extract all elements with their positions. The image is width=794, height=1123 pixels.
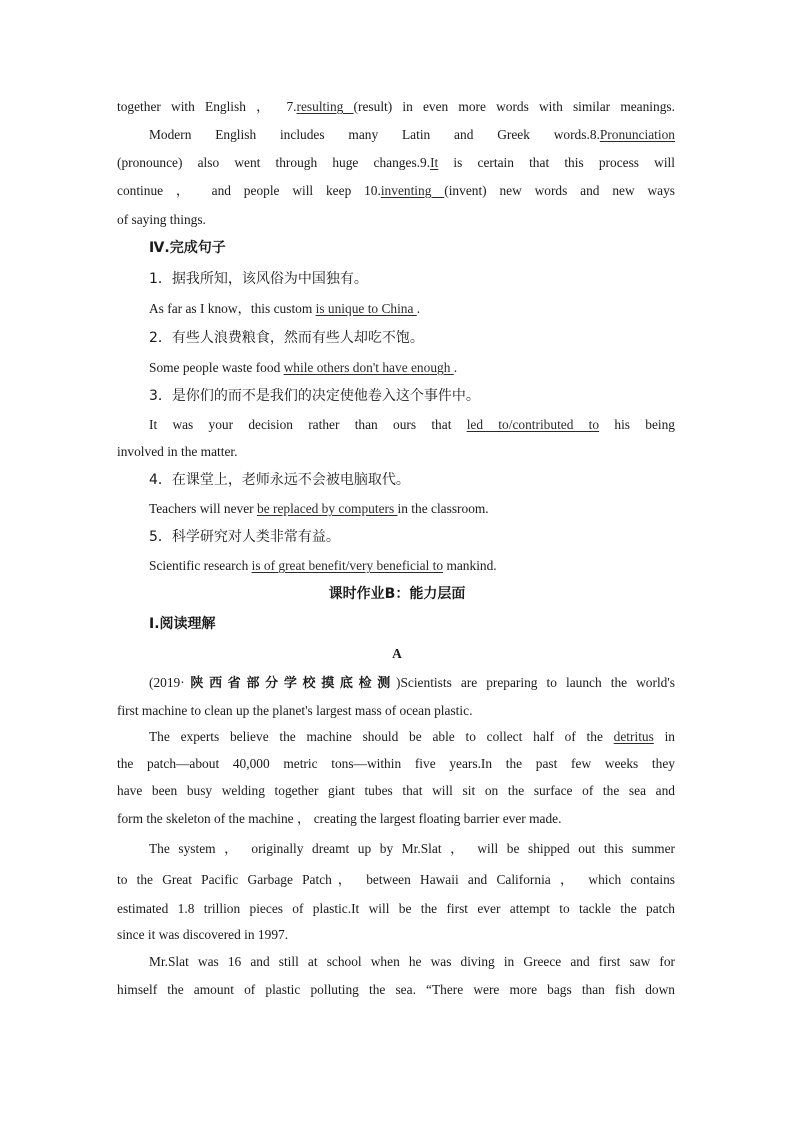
- source-note: 陕西省部分学校摸底检测: [184, 676, 396, 691]
- text-line: of saying things.: [117, 212, 206, 227]
- answer-blank: resulting: [296, 99, 354, 114]
- text-line: The system ， originally dreamt up by Mr.Slat ， will be shipped out this summer: [149, 841, 675, 856]
- text-span: Scientific research: [149, 558, 252, 573]
- answer-blank: is unique to China: [315, 301, 417, 316]
- text-span: (result) in even more words with similar meanings.: [353, 99, 675, 114]
- text-line: [117, 154, 675, 172]
- passage-label: A: [392, 646, 402, 661]
- text-span: .: [453, 360, 458, 375]
- text-line: [117, 98, 675, 116]
- text-span: It was your decision rather than ours that: [149, 417, 467, 432]
- text-line: himself the amount of plastic polluting the sea. “There were more bags than fish down: [117, 982, 675, 997]
- text-line: [149, 674, 675, 693]
- text-span: )Scientists are preparing to launch the world's: [395, 675, 675, 690]
- answer-line: [149, 359, 457, 377]
- text-line: Mr.Slat was 16 and still at school when he was diving in Greece and first saw for: [149, 954, 675, 969]
- question-chinese: 4．在课堂上，老师永远不会被电脑取代。: [149, 472, 410, 488]
- text-span: his being: [599, 417, 676, 432]
- text-line: first machine to clean up the planet's largest mass of ocean plastic.: [117, 703, 473, 718]
- text-line: form the skeleton of the machine ， creating the largest floating barrier ever made.: [117, 811, 562, 826]
- answer-blank: led to/contributed to: [466, 417, 600, 432]
- text-line: the patch—about 40,000 metric tons—within five years.In the past few weeks they: [117, 756, 675, 771]
- answer-blank: be replaced by computers: [257, 501, 398, 516]
- answer-line: [149, 416, 675, 434]
- text-span: Teachers will never: [149, 501, 257, 516]
- text-span: (pronounce) also went through huge changes.9.: [117, 155, 431, 170]
- text-line: have been busy welding together giant tubes that will sit on the surface of the sea and: [117, 783, 675, 798]
- text-span: together with English ， 7.: [117, 99, 297, 114]
- text-span: mankind.: [443, 558, 497, 573]
- text-line: to the Great Pacific Garbage Patch， between Hawaii and California ， which contains: [117, 872, 675, 887]
- answer-blank: is of great benefit/very beneficial to: [251, 558, 444, 573]
- answer-blank: inventing: [380, 183, 445, 198]
- text-span: in the classroom.: [397, 501, 489, 516]
- text-span: Modern English includes many Latin and Greek words.8.: [149, 127, 600, 142]
- answer-blank: while others don't have enough: [283, 360, 454, 375]
- text-span: As far as I know，this custom: [149, 301, 316, 316]
- text-line: [149, 126, 675, 144]
- answer-blank: Pronunciation: [599, 127, 675, 142]
- underlined-word: detritus: [613, 729, 654, 744]
- text-span: is certain that this process will: [438, 155, 675, 170]
- text-span: in: [653, 729, 675, 744]
- answer-line: [149, 300, 420, 318]
- question-chinese: 2．有些人浪费粮食，然而有些人却吃不饱。: [149, 330, 424, 346]
- section-heading: Ⅳ.完成句子: [149, 240, 226, 256]
- text-span: (invent) new words and new ways: [444, 183, 675, 198]
- text-line: [117, 182, 675, 200]
- answer-line: [149, 557, 497, 575]
- question-chinese: 1．据我所知，该风俗为中国独有。: [149, 271, 368, 287]
- text-span: .: [416, 301, 421, 316]
- section-heading: Ⅰ.阅读理解: [149, 616, 216, 632]
- text-line: involved in the matter.: [117, 444, 238, 459]
- question-chinese: 3．是你们的而不是我们的决定使他卷入这个事件中。: [149, 388, 480, 404]
- answer-line: [149, 500, 489, 518]
- text-span: continue ， and people will keep 10.: [117, 183, 381, 198]
- text-line: estimated 1.8 trillion pieces of plastic.It will be the first ever attempt to tackle the patch: [117, 901, 675, 916]
- question-chinese: 5．科学研究对人类非常有益。: [149, 529, 340, 545]
- text-span: The experts believe the machine should be able to collect half of the: [149, 729, 614, 744]
- text-line: [149, 728, 675, 746]
- text-span: (2019·: [149, 675, 185, 690]
- text-span: Some people waste food: [149, 360, 284, 375]
- text-line: since it was discovered in 1997.: [117, 927, 289, 942]
- homework-title: 课时作业B：能力层面: [328, 586, 466, 602]
- answer-blank: It: [430, 155, 439, 170]
